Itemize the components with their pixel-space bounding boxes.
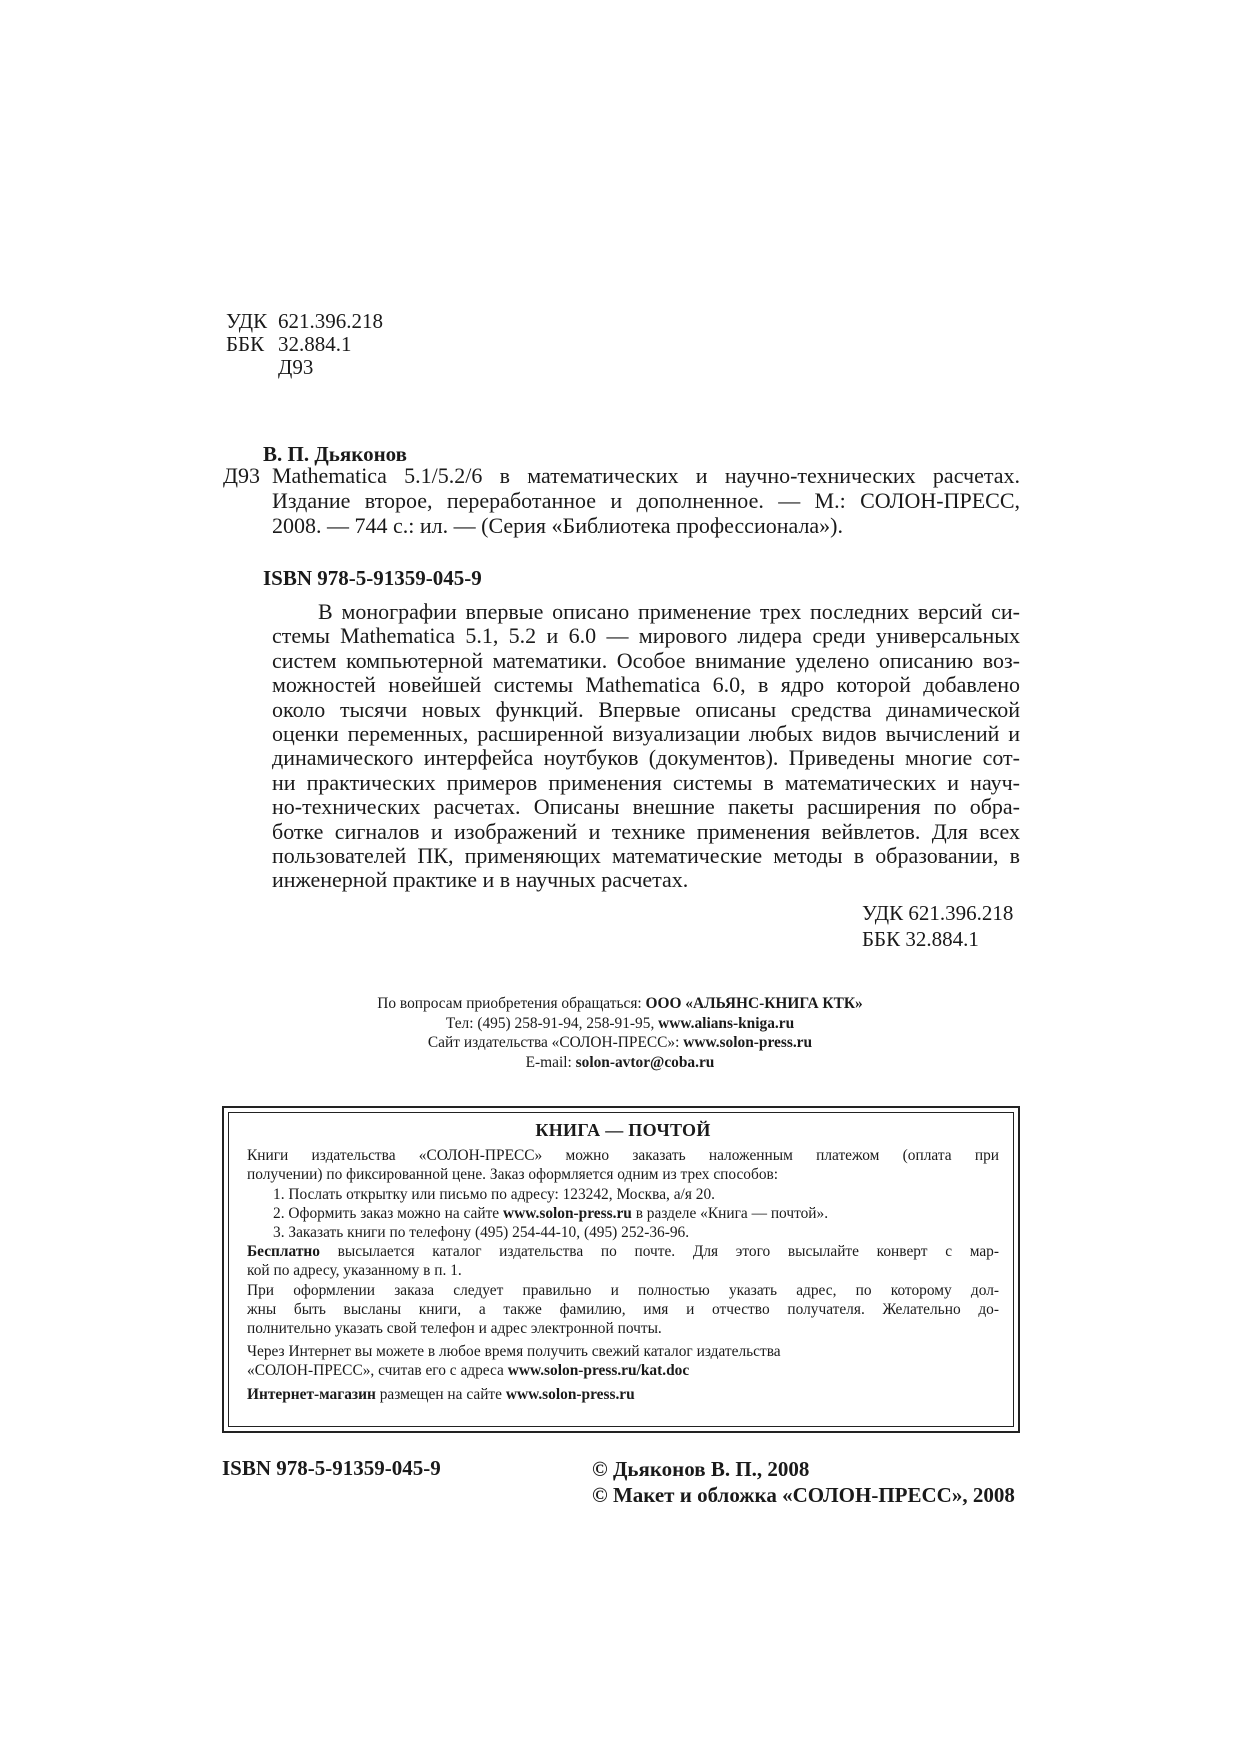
box-text: «СОЛОН-ПРЕСС», считав его с адреса [247,1362,508,1380]
bbk-value: 32.884.1 [278,332,352,356]
box-line [247,1361,999,1380]
classification-codes-right [862,900,1013,952]
contact-text: Тел: (495) 258-91-94, 258-91-95, [445,1014,659,1032]
annotation-line: систем компьютерной математики. Особое внимание уделено описанию воз- [272,647,1020,673]
box-line [247,1385,999,1404]
box-text: размещен на сайте [375,1385,506,1403]
annotation-line: оценки переменных, расширенной визуализации любых видов вычислений и [272,721,1020,747]
box-line: Через Интернет вы можете в любое время получить свежий каталог издательства [247,1343,781,1361]
contact-line-1 [320,994,920,1014]
box-line: Книги издательства «СОЛОН-ПРЕСС» можно заказать наложенным платежом (оплата при [247,1147,999,1165]
free-label: Бесплатно [247,1243,320,1261]
order-method-3: 3. Заказать книги по телефону (495) 254-44-10, (495) 252-36-96. [273,1224,690,1242]
annotation-line: инженерной практике и в научных расчетах. [272,867,689,893]
bbk-label: ББК [226,332,265,356]
annotation-line: стемы Mathematica 5.1, 5.2 и 6.0 — мирового лидера среди универсальных [272,623,1020,649]
order-method-1: 1. Послать открытку или письмо по адресу: 123242, Москва, а/я 20. [273,1185,715,1203]
bbk-row [226,333,383,356]
bib-line: Mathematica 5.1/5.2/6 в математических и научно-технических расчетах. [272,463,1020,488]
publisher-url[interactable]: www.solon-press.ru [683,1034,813,1051]
annotation-line: но-технических расчетах. Описаны внешние пакеты расширения по обра- [272,794,1020,820]
catalog-url[interactable]: www.solon-press.ru/kat.doc [507,1362,690,1380]
box-line: полнительно указать свой телефон и адрес электронной почты. [247,1320,662,1338]
box-text: в разделе «Книга — почтой». [631,1204,829,1222]
shop-label: Интернет-магазин [247,1385,376,1403]
box-line: получении) по фиксированной цене. Заказ оформляется одним из трех способов: [247,1166,779,1184]
author-sign-row [226,356,383,379]
isbn-top: ISBN 978-5-91359-045-9 [263,566,482,590]
contacts-block [320,994,920,1072]
classification-codes [226,310,383,379]
contact-line-4 [320,1053,920,1073]
bib-sign: Д93 [223,463,261,488]
bib-line: 2008. — 744 с.: ил. — (Серия «Библиотека профессионала»). [272,513,844,538]
annotation-line: В монографии впервые описано применение трех последних версий си- [318,599,1020,624]
box-text: 2. Оформить заказ можно на сайте [273,1204,503,1222]
box-line: жны быть высланы книги, а также фамилию, имя и отчество получателя. Желательно до- [247,1300,999,1318]
annotation-line: можностей новейшей системы Mathematica 6.0, в ядро которой добавлено [272,672,1020,698]
annotation-line: около тысячи новых функций. Впервые описаны средства динамической [272,696,1020,722]
annotation-line: пользователей ПК, применяющих математические методы в образовании, в [272,843,1020,869]
bbk-right: ББК 32.884.1 [862,927,979,951]
box-line [247,1242,999,1261]
udk-row [226,310,383,333]
annotation-line: динамического интерфейса ноутбуков (документов). Приведены многие сот- [272,745,1020,771]
isbn-bottom: ISBN 978-5-91359-045-9 [222,1456,441,1480]
box-line: кой по адресу, указанному в п. 1. [247,1262,462,1280]
bibliographic-record [272,463,1020,538]
contact-line-2 [320,1014,920,1034]
contact-text: E-mail: [525,1053,576,1071]
copyright-publisher: © Макет и обложка «СОЛОН-ПРЕСС», 2008 [592,1483,1015,1507]
email-link[interactable]: solon-avtor@coba.ru [575,1053,715,1071]
distributor-url[interactable]: www.alians-kniga.ru [658,1014,795,1032]
contact-text: Сайт издательства «СОЛОН-ПРЕСС»: [427,1034,684,1051]
udk-right: УДК 621.396.218 [862,901,1014,925]
box-text: высылается каталог издательства по почте. Для этого высылайте конверт с мар- [319,1243,999,1261]
udk-label: УДК [226,309,268,333]
contact-line-3 [320,1033,920,1053]
shop-url[interactable]: www.solon-press.ru [505,1385,635,1403]
author-name: В. П. Дьяконов [263,442,407,466]
annotation-line: ботке сигналов и изображений и технике применения вейвлетов. Для всех [272,818,1020,844]
box-line: При оформлении заказа следует правильно и полностью указать адрес, по которому дол- [247,1281,999,1299]
mail-order-content [247,1121,999,1404]
udk-value: 621.396.218 [278,309,383,333]
distributor-name: ООО «АЛЬЯНС-КНИГА КТК» [645,995,863,1012]
order-site-url[interactable]: www.solon-press.ru [503,1204,632,1222]
annotation-line: ни практических примеров применения системы в математических и науч- [272,769,1020,795]
mail-order-title: КНИГА — ПОЧТОЙ [535,1120,711,1140]
contact-text: По вопросам приобретения обращаться: [377,995,646,1012]
author-sign: Д93 [278,355,314,379]
copyright-block [592,1456,1015,1508]
order-method-2 [247,1204,999,1223]
annotation [272,600,1020,893]
mail-order-box [222,1106,1020,1433]
mail-order-box-inner [228,1112,1014,1427]
bib-line: Издание второе, переработанное и дополненное. — М.: СОЛОН-ПРЕСС, [272,488,1020,513]
copyright-author: © Дьяконов В. П., 2008 [592,1457,810,1481]
